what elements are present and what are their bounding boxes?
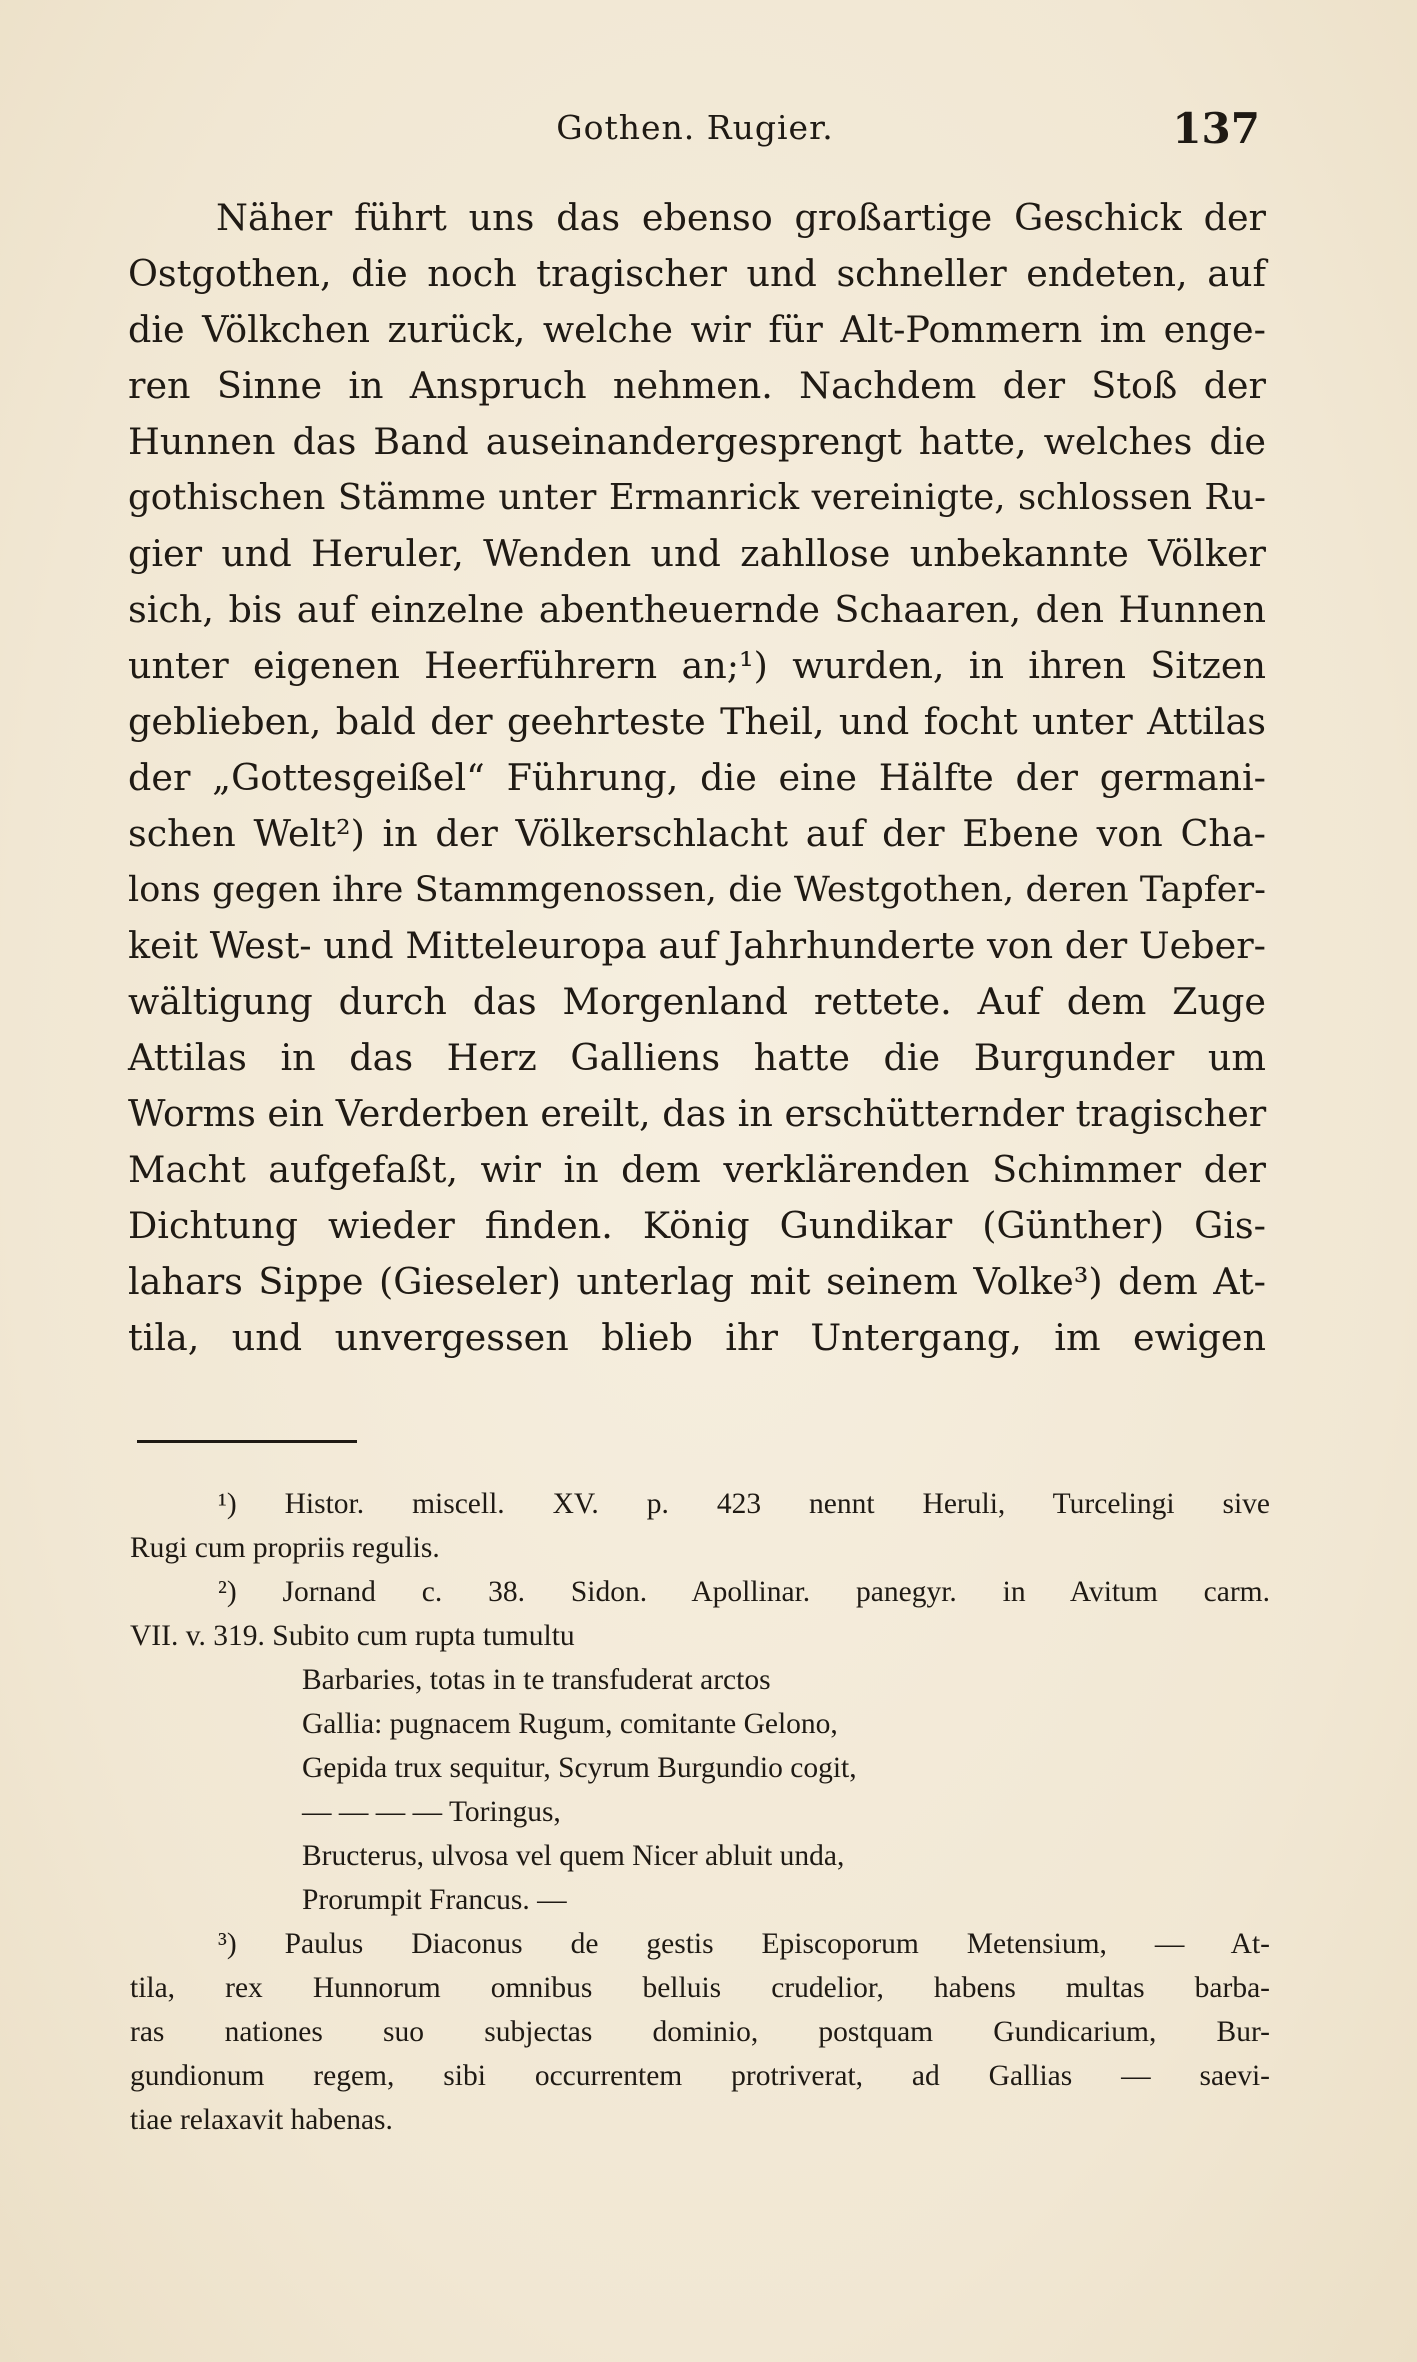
footnote-verse-line: Gepida trux sequitur, Scyrum Burgundio cogit, [302,1752,857,1784]
body-line: Ostgothen, die noch tragischer und schneller endeten, auf [128,252,1266,295]
footnote-line: tiae relaxavit habenas. [130,2104,393,2136]
footnote-line: tila, rex Hunnorum omnibus belluis crudelior, habens multas barba- [130,1972,1270,2004]
footnote-line: gundionum regem, sibi occurrentem protriverat, ad Gallias — saevi- [130,2060,1270,2092]
body-line: wältigung durch das Morgenland rettete. Auf dem Zuge [128,980,1266,1023]
page-header [130,104,1260,168]
footnote-verse-line: Gallia: pugnacem Rugum, comitante Gelono, [302,1708,838,1740]
body-line: Dichtung wieder finden. König Gundikar (Günther) Gis- [128,1204,1266,1247]
footnote-verse-line: Barbaries, totas in te transfuderat arctos [302,1664,771,1696]
body-line: Worms ein Verderben ereilt, das in erschütternder tragischer [128,1092,1267,1135]
body-line: lons gegen ihre Stammgenossen, die Westgothen, deren Tapfer- [128,870,1266,910]
body-line: gothischen Stämme unter Ermanrick vereinigte, schlossen Ru- [128,477,1266,518]
body-line: ren Sinne in Anspruch nehmen. Nachdem der Stoß der [128,364,1266,407]
body-line: die Völkchen zurück, welche wir für Alt-Pommern im enge- [128,308,1266,351]
footnote-line: ¹) Histor. miscell. XV. p. 423 nennt Heruli, Turcelingi sive [218,1488,1270,1520]
page-number: 137 [1172,104,1260,153]
body-line: schen Welt²) in der Völkerschlacht auf der Ebene von Cha- [128,812,1266,855]
running-head: Gothen. Rugier. [556,108,834,147]
footnote-verse-line: Prorumpit Francus. — [302,1884,567,1916]
body-line: lahars Sippe (Gieseler) unterlag mit seinem Volke³) dem At- [128,1260,1266,1303]
body-line: der „Gottesgeißel“ Führung, die eine Hälfte der germani- [128,756,1266,799]
footnote-verse-line: — — — — Toringus, [302,1796,561,1828]
body-line: gier und Heruler, Wenden und zahllose unbekannte Völker [128,532,1266,575]
body-text [128,190,1266,1366]
body-line: unter eigenen Heerführern an;¹) wurden, in ihren Sitzen [128,644,1266,687]
footnote-verse-line: Bructerus, ulvosa vel quem Nicer abluit unda, [302,1840,845,1872]
body-line: sich, bis auf einzelne abentheuernde Schaaren, den Hunnen [128,588,1266,631]
body-line: Hunnen das Band auseinandergesprengt hatte, welches die [128,420,1266,463]
footnote-rule [137,1440,357,1443]
body-line: Macht aufgefaßt, wir in dem verklärenden Schimmer der [128,1148,1266,1191]
footnotes [130,1482,1270,2142]
body-line: Attilas in das Herz Galliens hatte die Burgunder um [128,1036,1266,1079]
footnote-line: ³) Paulus Diaconus de gestis Episcoporum Metensium, — At- [218,1928,1270,1960]
body-line: Näher führt uns das ebenso großartige Geschick der [216,196,1266,239]
footnote-line: Rugi cum propriis regulis. [130,1532,440,1564]
footnote-line: ²) Jornand c. 38. Sidon. Apollinar. panegyr. in Avitum carm. [218,1576,1270,1608]
body-line: geblieben, bald der geehrteste Theil, und focht unter Attilas [128,700,1266,743]
footnote-line: ras nationes suo subjectas dominio, postquam Gundicarium, Bur- [130,2016,1270,2048]
body-line: keit West- und Mitteleuropa auf Jahrhunderte von der Ueber- [128,924,1266,967]
footnote-line: VII. v. 319. Subito cum rupta tumultu [130,1620,575,1652]
body-line: tila, und unvergessen blieb ihr Untergang, im ewigen [128,1316,1266,1359]
